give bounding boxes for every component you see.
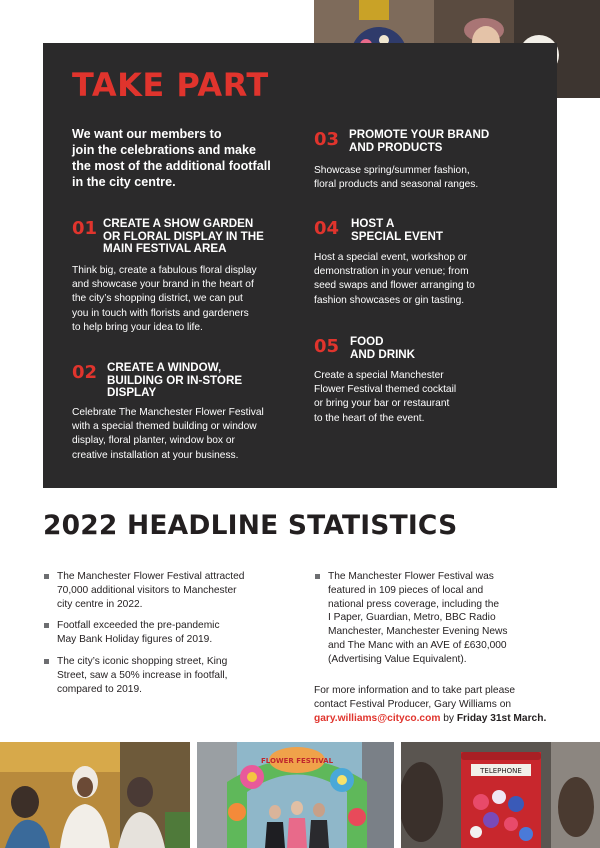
take-part-heading: TAKE PART — [72, 66, 269, 104]
item-number: 05 — [314, 336, 340, 357]
item-title: PROMOTE YOUR BRAND AND PRODUCTS — [349, 128, 490, 154]
deadline-text: Friday 31st March. — [456, 712, 547, 724]
item-title: FOOD AND DRINK — [350, 335, 416, 361]
item-food-drink — [314, 336, 534, 428]
item-number: 03 — [314, 129, 340, 150]
bullet-square-icon — [44, 659, 49, 664]
item-title: CREATE A SHOW GARDEN OR FLORAL DISPLAY IN THE MAIN FESTIVAL AREA — [103, 217, 264, 256]
list-item: Footfall exceeded the pre-pandemic May Bank Holiday figures of 2019. — [43, 619, 293, 647]
item-promote-brand — [314, 129, 534, 194]
item-title: CREATE A WINDOW, BUILDING OR IN-STORE DISPLAY — [107, 361, 243, 400]
item-show-garden — [72, 218, 292, 333]
item-body: Think big, create a fabulous floral display and showcase your brand in the heart of the city’s shopping district, we can put you in touch with florists and gardeners to help bring your idea to life. — [72, 265, 257, 333]
bullet-square-icon — [44, 623, 49, 628]
phone-box-sign: TELEPHONE — [480, 767, 522, 775]
item-body: Host a special event, workshop or demonstration in your venue; from seed swaps and flower arranging to fashion showcases or gin tasting. — [314, 252, 475, 306]
item-number: 02 — [72, 362, 98, 383]
list-item: The Manchester Flower Festival attracted 70,000 additional visitors to Manchester city centre in 2022. — [43, 570, 293, 611]
email-link[interactable]: gary.williams@cityco.com — [314, 712, 441, 724]
bullet-square-icon — [44, 574, 49, 579]
phone-box-photo — [401, 742, 600, 848]
item-host-event — [314, 218, 534, 310]
statistics-right-list — [314, 570, 574, 675]
bullet-square-icon — [315, 574, 320, 579]
item-window-display — [72, 362, 292, 462]
item-title: HOST A SPECIAL EVENT — [351, 217, 443, 243]
item-number: 04 — [314, 218, 340, 239]
list-item: The Manchester Flower Festival was featured in 109 pieces of local and national press coverage, including the I Paper, Guardian, Metro, BBC Radio Manchester, Manchester Evening News and The Manc with an AVE of £630,000 (Advertising Value Equivalent). — [314, 570, 574, 667]
item-body: Celebrate The Manchester Flower Festival with a special themed building or window display, floral planter, window box or creative installation at your business. — [72, 407, 264, 461]
item-body: Showcase spring/summer fashion, floral products and seasonal ranges. — [314, 165, 479, 191]
crowd-photo — [0, 742, 190, 848]
list-item: The city’s iconic shopping street, King Street, saw a 50% increase in footfall, compared to 2019. — [43, 655, 293, 696]
statistics-left-list — [43, 570, 293, 704]
take-part-intro: We want our members to join the celebrations and make the most of the additional footfall in the city centre. — [72, 127, 271, 189]
item-number: 01 — [72, 218, 98, 239]
festival-sign-text: FLOWER FESTIVAL — [260, 757, 334, 765]
item-body: Create a special Manchester Flower Festival themed cocktail or bring your bar or restaurant to the heart of the event. — [314, 370, 457, 424]
statistics-heading: 2022 HEADLINE STATISTICS — [43, 510, 458, 541]
festival-sign-photo — [197, 742, 394, 848]
contact-info: For more information and to take part please contact Festival Producer, Gary Williams on gary.williams@cityco.com by Friday 31st March. — [314, 685, 547, 724]
